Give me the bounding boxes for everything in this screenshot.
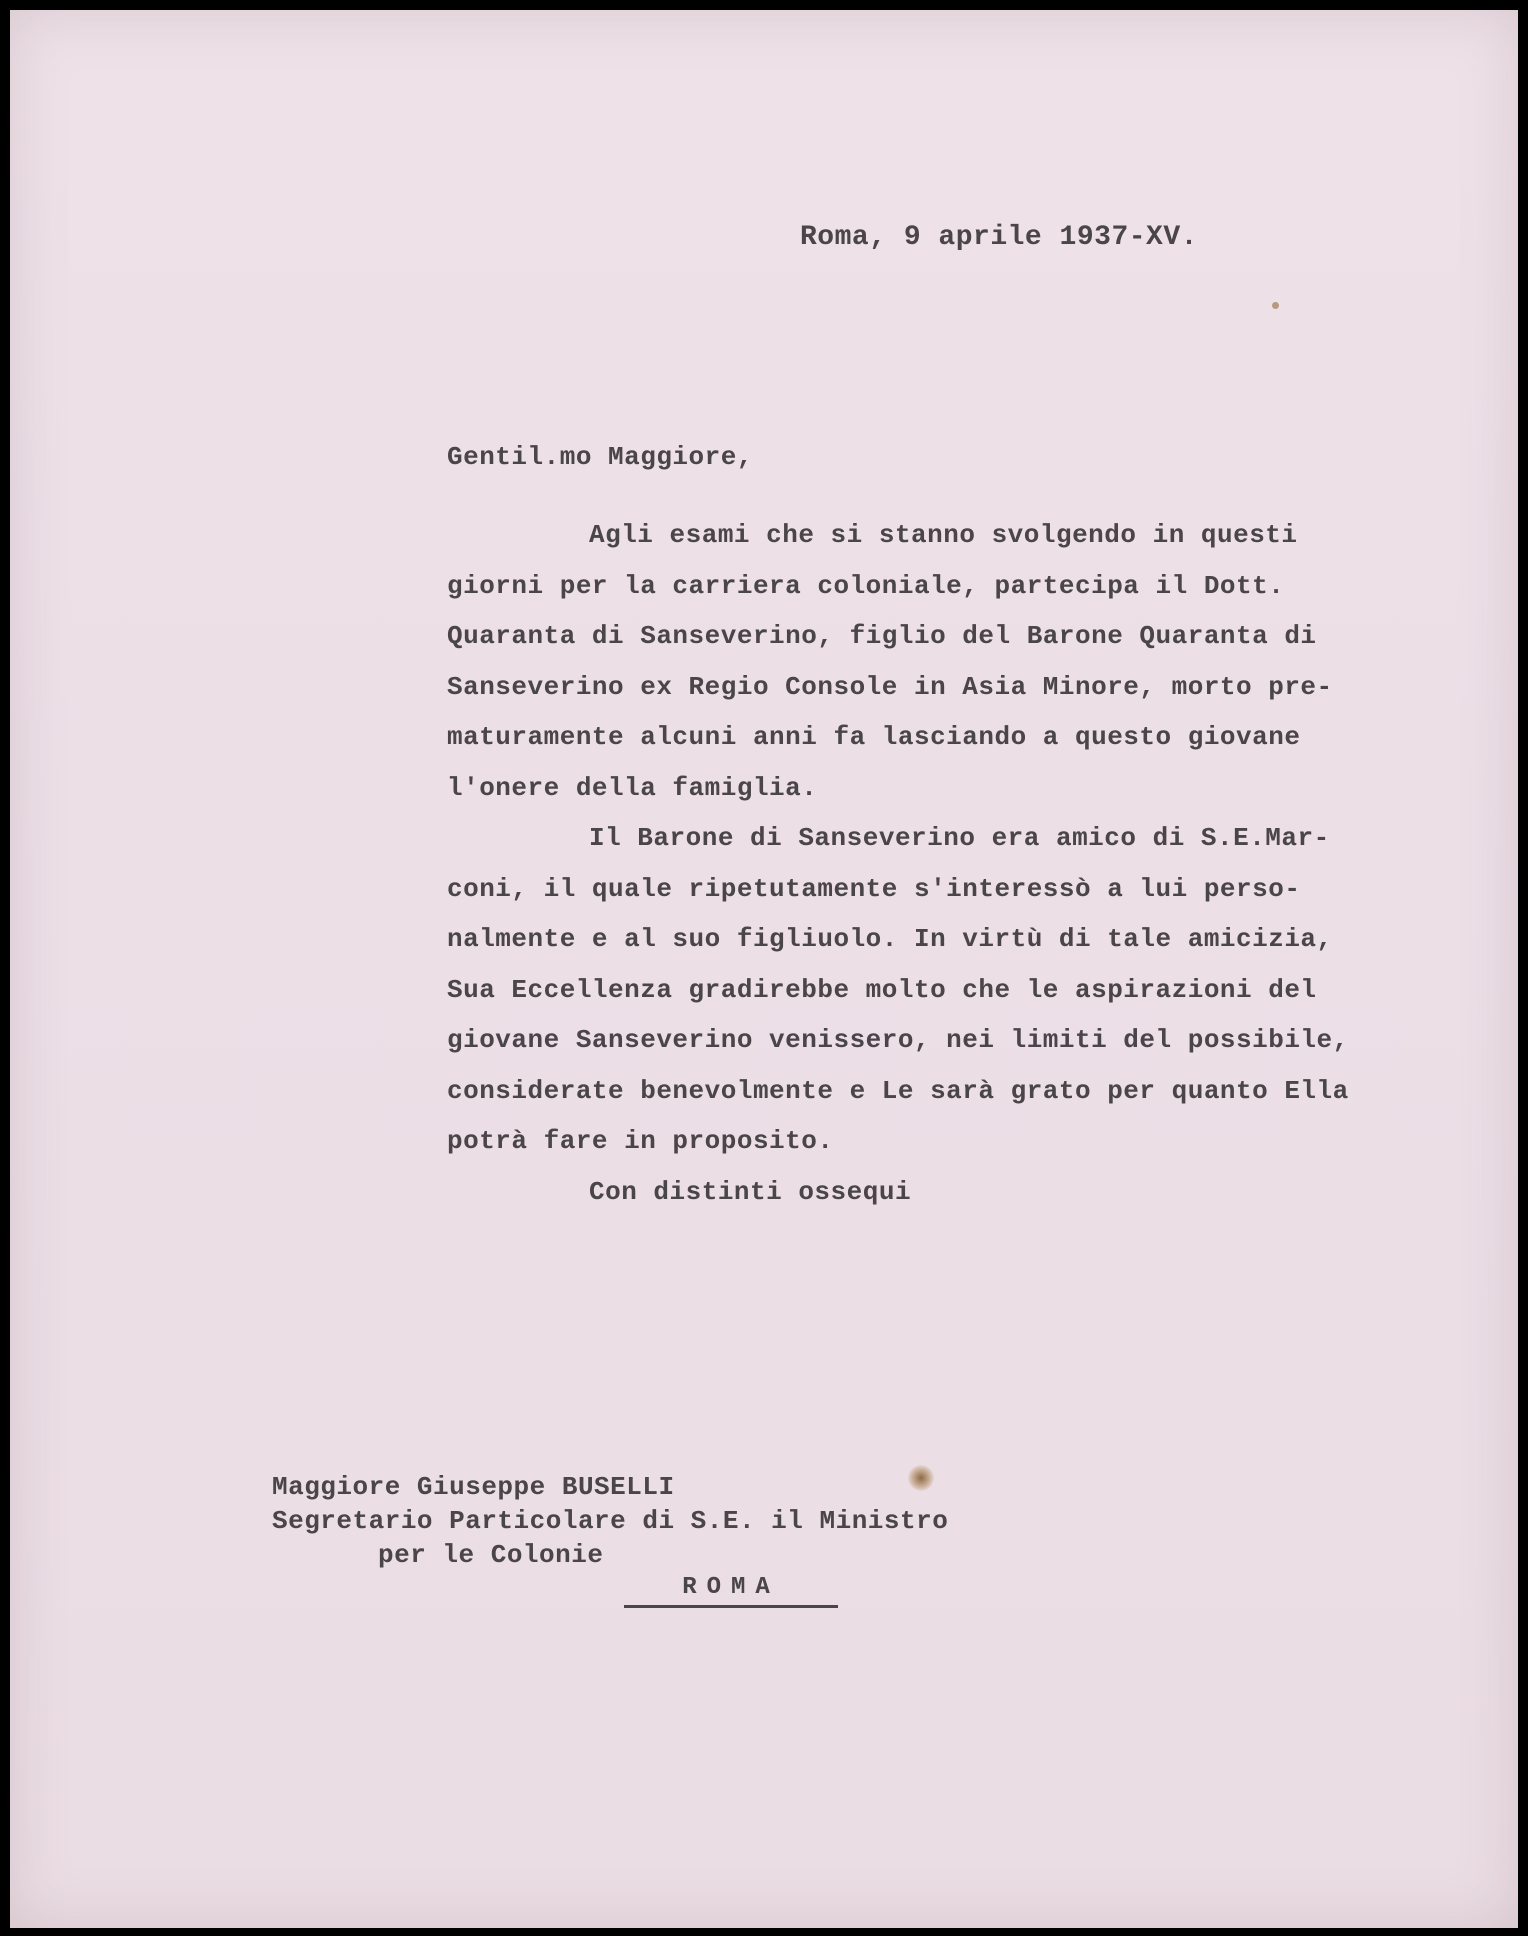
body-line: Sanseverino ex Regio Console in Asia Minore, morto pre- bbox=[447, 671, 1333, 702]
body-line: l'onere della famiglia. bbox=[447, 772, 818, 803]
body-line: considerate benevolmente e Le sarà grato per quanto Ella bbox=[447, 1075, 1349, 1106]
letter-body bbox=[447, 510, 1349, 1217]
paper-stain bbox=[1272, 302, 1279, 309]
body-line: Sua Eccellenza gradirebbe molto che le aspirazioni del bbox=[447, 974, 1317, 1005]
body-line: Il Barone di Sanseverino era amico di S.E.Mar- bbox=[589, 823, 1330, 853]
body-line: maturamente alcuni anni fa lasciando a questo giovane bbox=[447, 722, 1301, 752]
recipient-department: per le Colonie bbox=[378, 1540, 604, 1570]
body-line: giorni per la carriera coloniale, partecipa il Dott. bbox=[447, 570, 1285, 601]
salutation: Gentil.mo Maggiore, bbox=[447, 442, 753, 472]
letter-page bbox=[10, 10, 1518, 1928]
recipient-city: ROMA bbox=[624, 1574, 838, 1608]
body-line: nalmente e al suo figliuolo. In virtù di tale amicizia, bbox=[447, 924, 1333, 954]
body-line: potrà fare in proposito. bbox=[447, 1126, 834, 1156]
recipient-name: Maggiore Giuseppe BUSELLI bbox=[272, 1472, 675, 1502]
letter-date: Roma, 9 aprile 1937-XV. bbox=[800, 222, 1198, 253]
recipient-address bbox=[272, 1470, 948, 1572]
body-line: coni, il quale ripetutamente s'interessò a lui perso- bbox=[447, 873, 1301, 904]
body-line: Agli esami che si stanno svolgendo in questi bbox=[589, 520, 1298, 550]
closing-line: Con distinti ossequi bbox=[589, 1176, 912, 1207]
paper-stain bbox=[908, 1465, 934, 1491]
body-line: giovane Sanseverino venissero, nei limiti del possibile, bbox=[447, 1025, 1349, 1055]
recipient-title: Segretario Particolare di S.E. il Ministro bbox=[272, 1506, 949, 1536]
body-line: Quaranta di Sanseverino, figlio del Barone Quaranta di bbox=[447, 621, 1317, 651]
